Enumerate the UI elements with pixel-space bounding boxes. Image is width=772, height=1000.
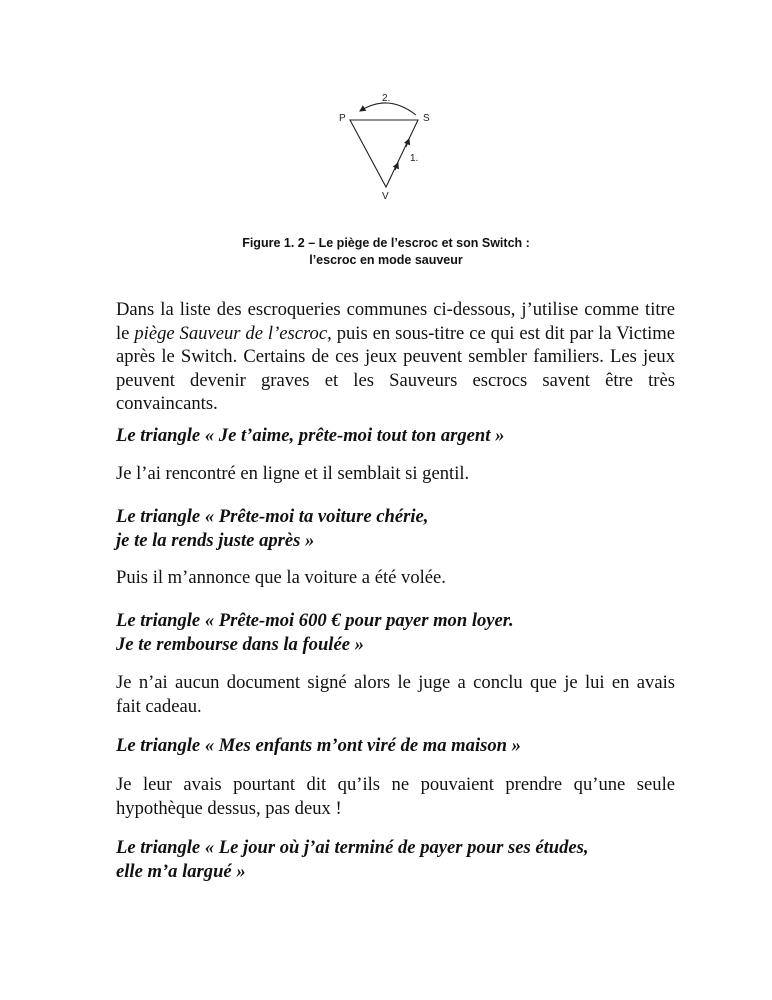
arrow-two xyxy=(360,103,416,115)
caption-line-2: l’escroc en mode sauveur xyxy=(309,253,463,267)
intro-line-1-text: Dans la liste des escroqueries communes ci-dessous, j’utilise comme titre xyxy=(116,299,675,320)
section-5-heading-line-2: elle m’a largué » xyxy=(116,860,246,882)
section-1-text xyxy=(116,462,675,486)
section-3-text-line-1: Je n’ai aucun document signé alors le juge a conclu que je lui en avais xyxy=(116,672,675,693)
section-2-heading xyxy=(116,505,675,552)
intro-line-4-text: peuvent devenir graves et les Sauveurs escrocs savent être très xyxy=(116,369,675,391)
section-2-heading-line-2: je te la rends juste après » xyxy=(116,529,315,551)
intro-line-2-suffix: , puis en sous-titre ce qui est dit par la Victime xyxy=(327,322,675,344)
intro-line-4 xyxy=(116,369,675,393)
caption-line-1: Figure 1. 2 – Le piège de l’escroc et son Switch : xyxy=(242,236,530,250)
section-4-text-line-2: hypothèque dessus, pas deux ! xyxy=(116,797,342,819)
section-3-text xyxy=(116,671,675,718)
label-s: S xyxy=(423,113,430,124)
section-2-text-line-1: Puis il m’annonce que la voiture a été volée. xyxy=(116,567,446,588)
section-3-text-line-2: fait cadeau. xyxy=(116,695,202,717)
triangle-shape xyxy=(350,120,418,187)
section-5-heading xyxy=(116,836,675,883)
section-1-text-line-1: Je l’ai rencontré en ligne et il semblait si gentil. xyxy=(116,463,470,484)
section-5-heading-line-1: Le triangle « Le jour où j’ai terminé de payer pour ses études, xyxy=(116,837,589,858)
intro-line-1 xyxy=(116,298,675,322)
intro-line-5 xyxy=(116,392,675,416)
section-3-heading xyxy=(116,609,675,656)
figure-caption xyxy=(0,235,772,269)
drama-triangle-figure xyxy=(320,85,450,205)
label-v: V xyxy=(382,191,389,202)
label-one: 1. xyxy=(410,153,419,164)
section-3-heading-line-2: Je te rembourse dans la foulée » xyxy=(116,633,364,655)
intro-emphasis: piège Sauveur de l’escroc xyxy=(134,322,328,344)
intro-paragraph xyxy=(116,298,675,416)
section-4-text xyxy=(116,773,675,820)
section-1-heading-line-1: Le triangle « Je t’aime, prête-moi tout ton argent » xyxy=(116,425,505,446)
section-2-heading-line-1: Le triangle « Prête-moi ta voiture chérie, xyxy=(116,506,429,527)
section-1-heading xyxy=(116,424,675,448)
section-4-heading xyxy=(116,734,675,758)
label-two: 2. xyxy=(382,93,391,104)
intro-line-3 xyxy=(116,345,675,369)
intro-line-2 xyxy=(116,322,675,346)
label-p: P xyxy=(339,113,346,124)
section-3-heading-line-1: Le triangle « Prête-moi 600 € pour payer mon loyer. xyxy=(116,610,514,631)
intro-line-2-prefix: le xyxy=(116,322,135,344)
intro-line-5-text: convaincants. xyxy=(116,393,218,414)
triangle-diagram xyxy=(320,85,450,205)
section-2-text xyxy=(116,566,675,590)
section-4-text-line-1: Je leur avais pourtant dit qu’ils ne pouvaient prendre qu’une seule xyxy=(116,774,675,795)
intro-line-3-text: après le Switch. Certains de ces jeux peuvent sembler familiers. Les jeux xyxy=(116,346,675,367)
section-4-heading-line-1: Le triangle « Mes enfants m’ont viré de ma maison » xyxy=(116,735,521,756)
